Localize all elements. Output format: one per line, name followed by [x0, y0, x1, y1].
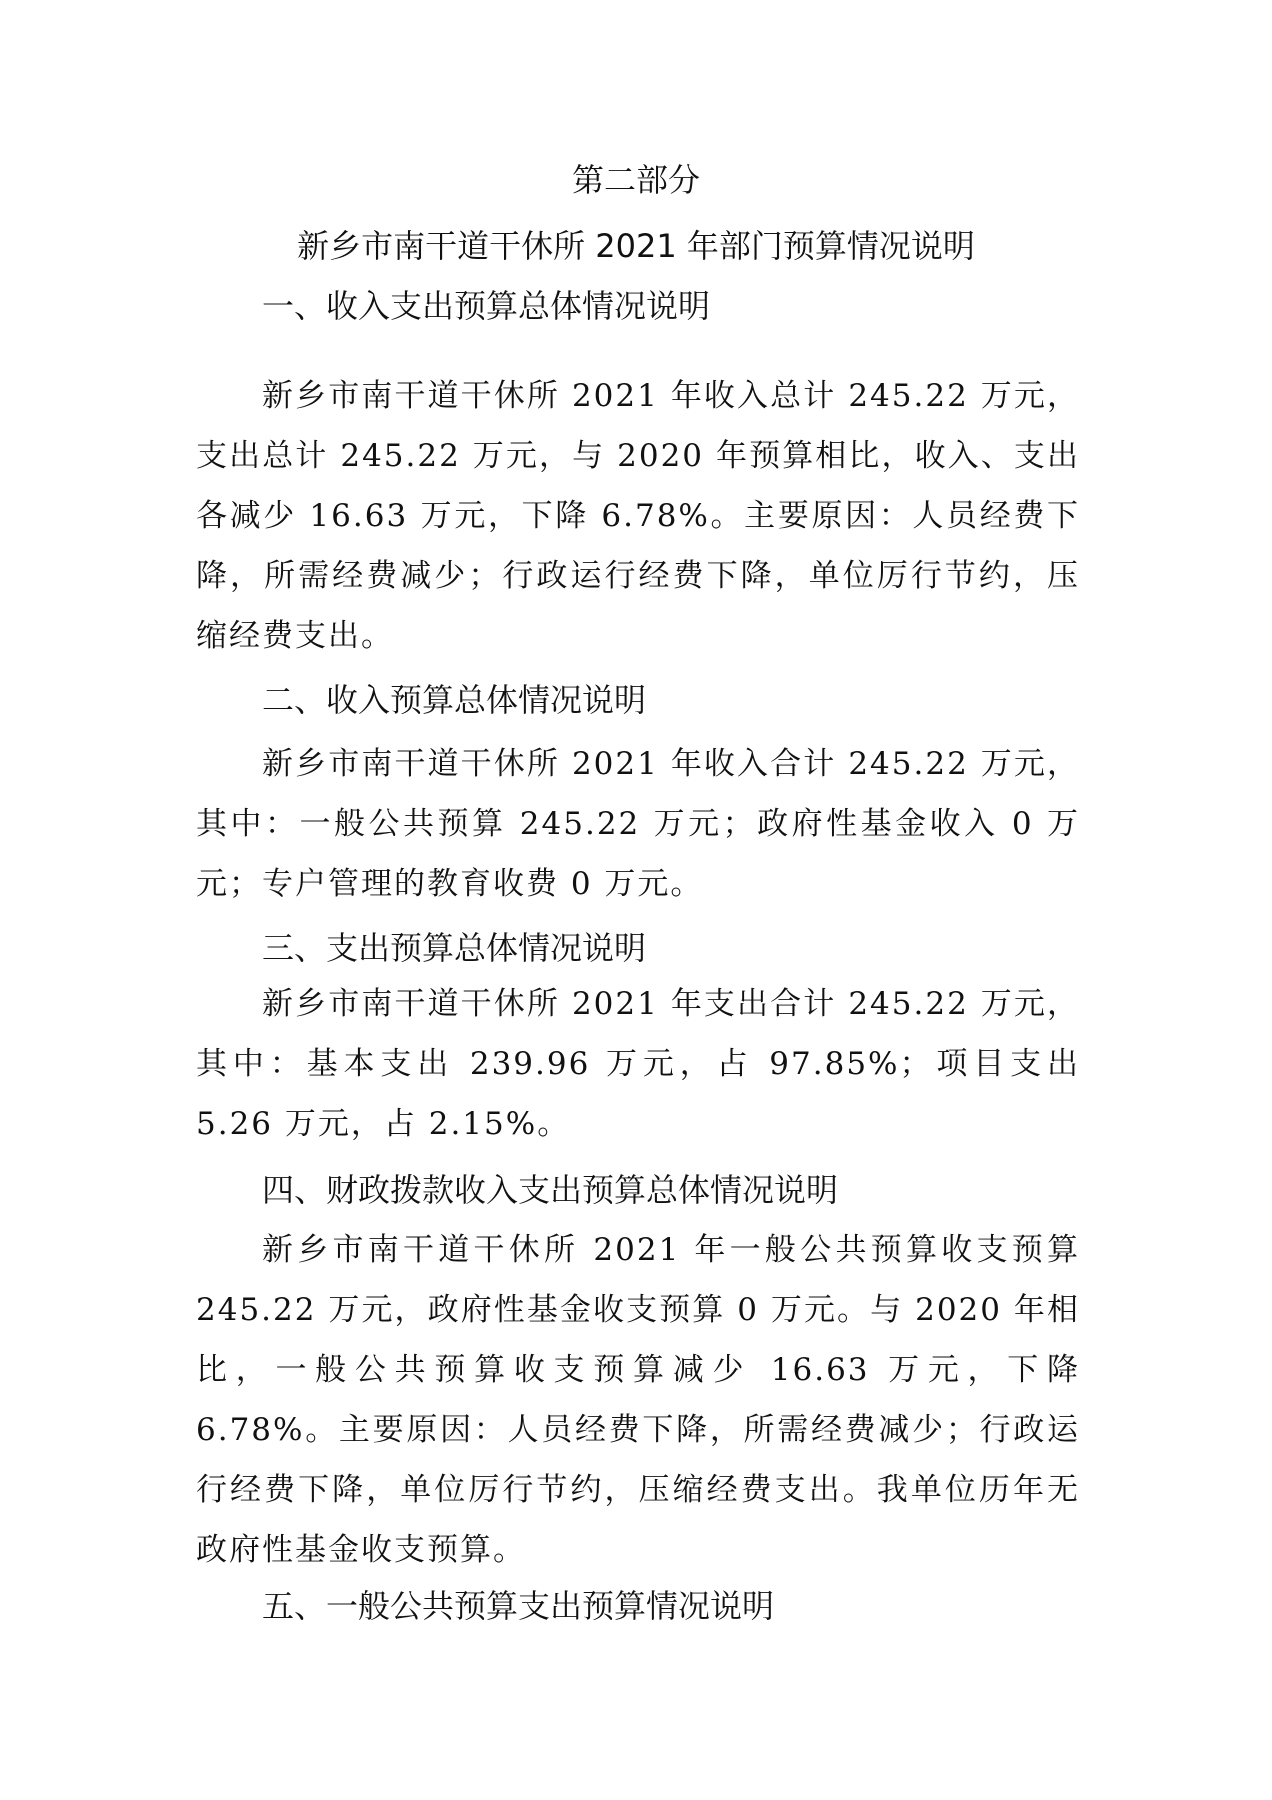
section-body-4: 新乡市南干道干休所 2021 年一般公共预算收支预算 245.22 万元，政府性基金收支预算 0 万元。与 2020 年相比，一般公共预算收支预算减少 16.63 万元，下降 6.78%。主要原因：人员经费下降，所需经费减少；行政运行经费下降，单位厉行节约，压缩经费支出。我单位历年无政府性基金收支预算。	[196, 1232, 1080, 1568]
document-title: 新乡市南干道干休所 2021 年部门预算情况说明	[297, 227, 975, 265]
section-body-2: 新乡市南干道干休所 2021 年收入合计 245.22 万元，其中：一般公共预算 245.22 万元；政府性基金收入 0 万元；专户管理的教育收费 0 万元。	[196, 746, 1080, 902]
section-heading-1: 一、收入支出预算总体情况说明	[262, 287, 711, 325]
section-body-3: 新乡市南干道干休所 2021 年支出合计 245.22 万元，其中：基本支出 239.96 万元，占 97.85%；项目支出 5.26 万元，占 2.15%。	[196, 986, 1080, 1142]
section-heading-4: 四、财政拨款收入支出预算总体情况说明	[262, 1171, 839, 1209]
section-heading-5: 五、一般公共预算支出预算情况说明	[262, 1587, 775, 1625]
section-heading-3: 三、支出预算总体情况说明	[262, 929, 647, 967]
section-heading-2: 二、收入预算总体情况说明	[262, 681, 647, 719]
section-body-1: 新乡市南干道干休所 2021 年收入总计 245.22 万元，支出总计 245.22 万元，与 2020 年预算相比，收入、支出各减少 16.63 万元，下降 6.78%。主要原因：人员经费下降，所需经费减少；行政运行经费下降，单位厉行节约，压缩经费支出。	[196, 378, 1080, 654]
part-title: 第二部分	[571, 161, 700, 199]
